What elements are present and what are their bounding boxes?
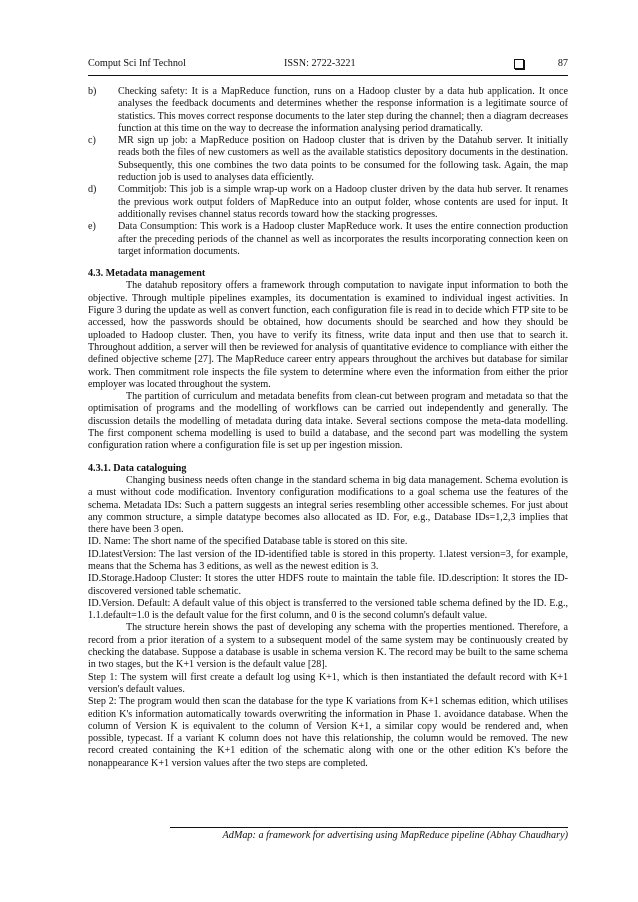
definition-line: ID.Version. Default: A default value of this object is transferred to the versioned table schema defined by the ID. E.g., 1.1.default=1.0 is the default value for the first column, and 0 is the second column's default value.	[88, 597, 568, 622]
section-heading-4-3: 4.3. Metadata management	[88, 268, 206, 280]
checkbox-square-icon	[514, 59, 524, 69]
section-heading-4-3-1: 4.3.1. Data cataloguing	[88, 462, 187, 474]
step-2: Step 2: The program would then scan the database for the type K variations from K+1 schemas edition, which utilises edition K's information automatically towards overwriting the information in Phase 1. avoidance database. When the column of Version K is equivalent to the column of Version K+1, a similar copy would be rendered and, when possible, typecast. If a variant K column does not have this relationship, the column would be removed. The new record created containing the K+1 edition of the schematic along with one or the other edition K's before the nonappearance K+1 version values after the two steps are completed.	[88, 696, 568, 769]
paragraph: The structure herein shows the past of developing any schema with the properties mentioned. Therefore, a record from a prior iteration of a system to a subsequent model of the same system may be continuously created by checking the database. Suppose a database is usable in schema version K. The record may be built to the same schema in two stages, but the K+1 version is the default value [28].	[88, 622, 568, 671]
paragraph: The partition of curriculum and metadata benefits from clean-cut between program and metadata so that the optimisation of programs and the modelling of workflows can be carried out independently and generally. The discussion details the modelling of metadata during data intake. Several sections compose the meta-data modelling. The first component schema modelling is used to build a database, and the second part was modelling the system configuration ration where a configuration file is set up per ingestion mission.	[88, 391, 568, 452]
list-item-text: MR sign up job: a MapReduce position on Hadoop cluster that is driven by the Datahub server. It initially reads both the files of new customers as well as the available statistics depository documents in the destination. Subsequently, this one combines the two data points to be consumed for the following task. Again, the map reduction job is used to analyses data efficiently.	[118, 135, 568, 184]
paragraph: Changing business needs often change in the standard schema in big data management. Schema evolution is a must without code modification. Inventory configuration modifications to a goal schema use the features of the schema. Metadata IDs: Such a pattern suggests an integral series resembling other accessible schemes. For just about any common structure, a simple datatype becomes also allocated as ID. For, e.g., Database IDs=1,2,3 implies that there have been 3 open.	[88, 474, 568, 536]
list-item-d	[88, 184, 568, 221]
header-rule	[88, 75, 568, 76]
list-marker: c)	[88, 135, 96, 147]
running-footer: AdMap: a framework for advertising using MapReduce pipeline (Abhay Chaudhary)	[222, 830, 568, 841]
list-marker: d)	[88, 184, 97, 196]
list-marker: e)	[88, 221, 96, 233]
list-marker: b)	[88, 86, 97, 97]
paragraph: The datahub repository offers a framework through computation to navigate input information to both the objective. Through multiple pipelines examples, its documentation is examined to individual ingest activities. In Figure 3 during the update as well as convert function, each configuration file is read in to decide which FTP site to be accessed, how the passwords should be obtained, how documents should be searched and how they should be uploaded to Hadoop cluster. Then, you have to verify its fitness, write data input and then use that to search it. Throughout addition, a server will then be reviewed for analysis of quantitative evidence to compliance with either the defined objective scheme [27]. The MapReduce career entry appears throughout the archives but database for similar work. Then commitment role inspects the file system to determine where even the information from either the prior employer was located throughout the system.	[88, 280, 568, 390]
definition-line: ID.latestVersion: The last version of the ID-identified table is stored in this property. 1.latest version=3, for example, means that the Schema has 3 editions, as well as the newest edition is 3.	[88, 548, 568, 572]
list-item-c	[88, 135, 568, 184]
page-number: 87	[557, 58, 568, 69]
journal-name: Comput Sci Inf Technol	[88, 58, 186, 69]
list-item-text: Commitjob: This job is a simple wrap-up work on a Hadoop cluster driven by the data hub server. It renames the previous work output folders of MapReduce into an output folder, whose contents are used for input. It additionally revises channel status records toward how the stacking progresses.	[118, 184, 568, 220]
definition-line: ID. Name: The short name of the specified Database table is stored on this site.	[88, 536, 408, 548]
list-item-b	[88, 86, 568, 135]
definition-line: ID.Storage.Hadoop Cluster: It stores the utter HDFS route to maintain the table file. ID.description: It stores the ID-discovered versioned table schematic.	[88, 573, 568, 597]
list-item-text: Checking safety: It is a MapReduce function, runs on a Hadoop cluster by a data hub application. It once analyses the feedback documents and determines whether the response information is a legitimate source of statistics. This moves correct response documents to the later step during the channel; then a diagram decreases function at this time on the way to decrease the information analysing period dramatically.	[118, 86, 568, 134]
running-header	[88, 58, 568, 72]
list-item-text: Data Consumption: This work is a Hadoop cluster MapReduce work. It uses the entire connection production after the preceding periods of the channel as well as incorporates the results incorporating connection keen on target information documents.	[118, 221, 568, 257]
body-text	[88, 86, 568, 770]
step-1: Step 1: The system will first create a default log using K+1, which is then instantiated the default record with K+1 version's default values.	[88, 671, 568, 695]
issn: ISSN: 2722-3221	[284, 58, 356, 69]
list-item-e	[88, 221, 568, 258]
footer-rule	[170, 827, 568, 828]
